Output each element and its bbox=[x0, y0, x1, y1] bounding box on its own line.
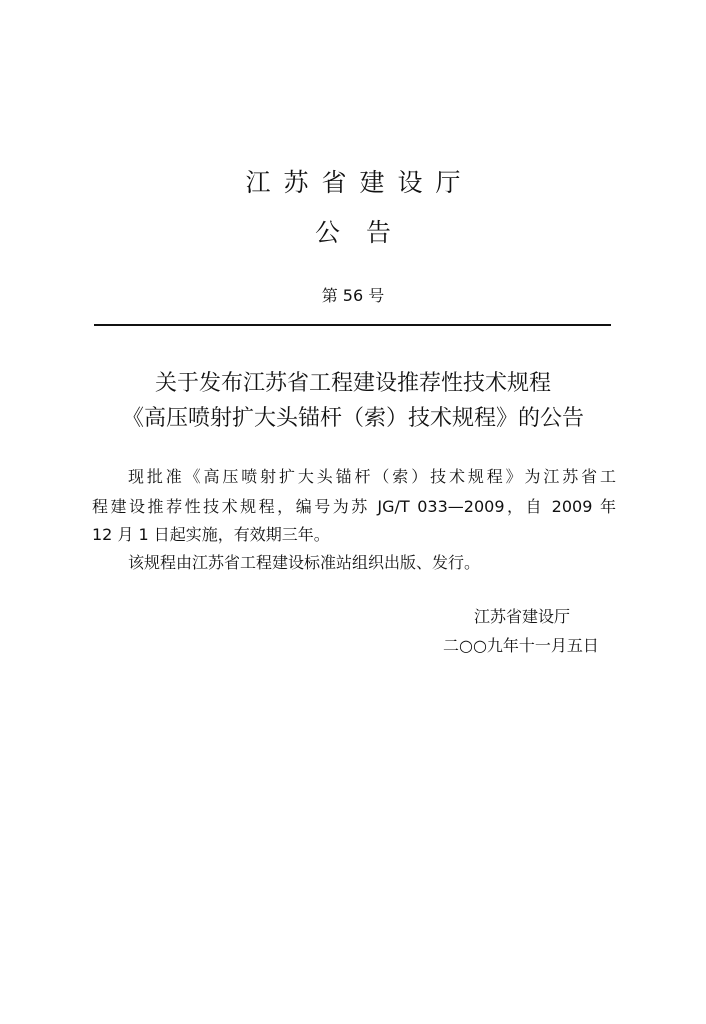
signature-issuer: 江苏省建设厅 bbox=[474, 607, 571, 626]
signature-date: 二○○九年十一月五日 bbox=[443, 636, 599, 655]
body-paragraph-2: 该规程由江苏省工程建设标准站组织出版、发行。 bbox=[128, 553, 481, 572]
body-paragraph-1-line-3: 12 月 1 日起实施，有效期三年。 bbox=[92, 525, 330, 544]
document-number: 第 56 号 bbox=[321, 286, 385, 305]
notice-type-heading: 公告 bbox=[314, 218, 417, 247]
body-paragraph-1-line-2: 程建设推荐性技术规程，编号为苏 JG/T 033—2009，自 2009 年 bbox=[92, 497, 616, 516]
body-paragraph-1-line-1: 现批准《高压喷射扩大头锚杆（索）技术规程》为江苏省工 bbox=[128, 467, 616, 486]
issuer-heading: 江苏省建设厅 bbox=[245, 168, 474, 197]
headline-line-1: 关于发布江苏省工程建设推荐性技术规程 bbox=[154, 371, 551, 396]
headline-line-2: 《高压喷射扩大头锚杆（索）技术规程》的公告 bbox=[121, 406, 584, 431]
header-divider bbox=[94, 324, 611, 326]
